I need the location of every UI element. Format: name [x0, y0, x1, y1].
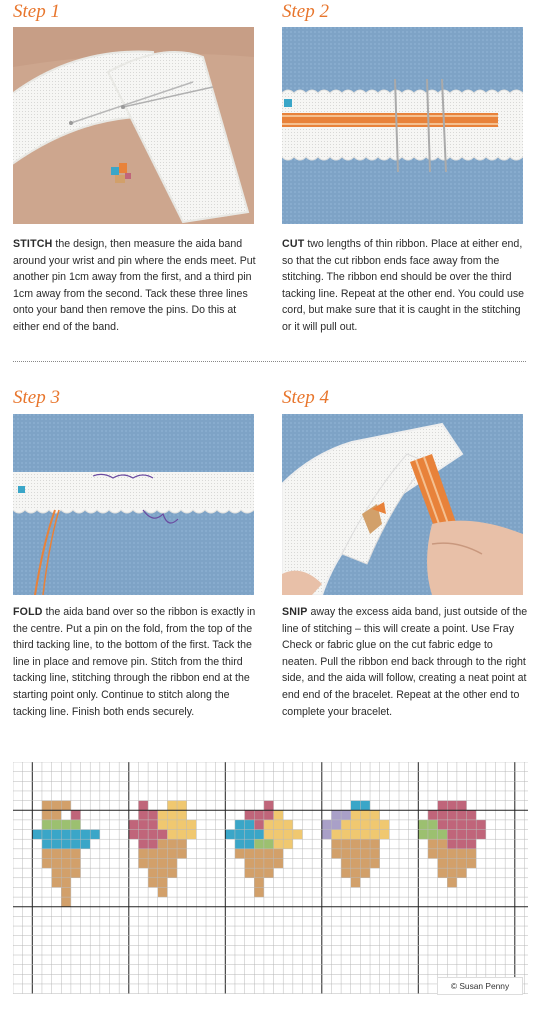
step-1-text: the design, then measure the aida band around your wrist and pin where the ends meet. Put another pin 1cm away from the first, and a third pin 1cm away from the second. Tack these three lines onto your band then remove the pins. Do this at either end of the band.: [13, 238, 256, 333]
step-2-text: two lengths of thin ribbon. Place at either end, so that the cut ribbon ends face away from the stitching. The ribbon end should be over the third tacking line. Repeat at the other end. You could use cord, but make sure that it is caught in the stitching or it will pull out.: [282, 238, 525, 333]
step-2-description: [282, 236, 528, 336]
step-3-lead: FOLD: [13, 606, 43, 618]
section-divider: [13, 361, 526, 362]
step-1-title: Step 1: [13, 1, 60, 22]
step-2-photo: [282, 27, 523, 224]
step-3-photo: [13, 414, 254, 595]
step-3-description: [13, 604, 259, 720]
step-4-title: Step 4: [282, 387, 329, 408]
cross-stitch-chart: [13, 762, 528, 994]
step-2-title: Step 2: [282, 1, 329, 22]
step-4-text: away the excess aida band, just outside of the line of stitching – this will create a point. Use Fray Check or fabric glue on the cut fabric edge to neaten. Pull the ribbon end back through to the right side, and the aida will follow, creating a neat point at end end of the bracelet. Repeat at the other end to complete your bracelet.: [282, 606, 528, 718]
step-1-photo: [13, 27, 254, 224]
step-1-description: [13, 236, 259, 336]
step-4-description: [282, 604, 528, 720]
step-4-photo: [282, 414, 523, 595]
step-1-lead: STITCH: [13, 238, 53, 250]
copyright-notice: © Susan Penny: [437, 977, 523, 995]
step-4-lead: SNIP: [282, 606, 308, 618]
step-2-lead: CUT: [282, 238, 305, 250]
step-3-title: Step 3: [13, 387, 60, 408]
chart-grid: [13, 762, 528, 994]
step-3-text: the aida band over so the ribbon is exactly in the centre. Put a pin on the fold, from the top of the third tacking line, to the bottom of the first. Tack the line in place and remove pin. Stitch from the third tacking line, stitching through the ribbon end at the starting point only. Continue to stitch along the tacking line. Finish both ends securely.: [13, 606, 256, 718]
